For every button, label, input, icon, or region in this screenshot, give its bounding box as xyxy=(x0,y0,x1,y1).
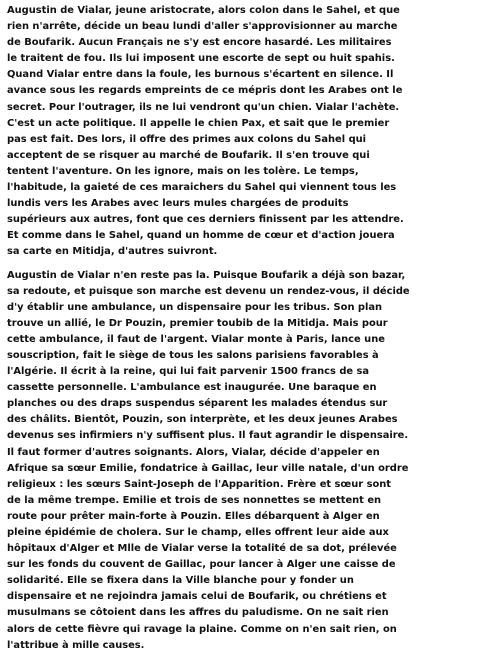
text-line: avance sous les regards empreints de ce mépris dont les Arabes ont le xyxy=(7,85,403,97)
text-line: musulmans se côtoient dans les affres du paludisme. On ne sait rien xyxy=(7,607,389,619)
text-line: l'habitude, la gaieté de ces maraichers du Sahel qui viennent tous les xyxy=(7,182,397,194)
paragraph-vialar-ambulance xyxy=(7,268,492,654)
text-line: Et comme dans le Sahel, quand un homme de cœur et d'action jouera xyxy=(7,230,395,242)
text-line: sur les fonds du couvent de Gaillac, pour lancer à Alger une caisse de xyxy=(7,559,396,571)
text-line: cassette personnelle. L'ambulance est inaugurée. Une baraque en xyxy=(7,382,377,394)
paragraph-vialar-marche xyxy=(7,3,492,261)
text-line: solidarité. Elle se fixera dans la Ville blanche pour y fonder un xyxy=(7,575,354,587)
text-line: l'attribue à mille causes. xyxy=(7,639,145,651)
text-line: d'y établir une ambulance, un dispensaire pour les tribus. Son plan xyxy=(7,301,383,313)
text-line: route pour prêter main-forte à Pouzin. Elles débarquent à Alger en xyxy=(7,510,380,522)
text-line: souscription, fait le siège de tous les salons parisiens favorables à xyxy=(7,349,379,361)
text-line: Il faut former d'autres soignants. Alors, Vialar, décide d'appeler en xyxy=(7,446,380,458)
text-line: pleine épidémie de cholera. Sur le champ, elles offrent leur aide aux xyxy=(7,527,389,538)
text-line: devenus ses infirmiers n'y suffisent plus. Il faut agrandir le dispensaire. xyxy=(7,430,409,442)
text-line: pas est fait. Des lors, il offre des primes aux colons du Sahel qui xyxy=(7,133,367,145)
text-line: dispensaire et ne rejoindra jamais celui de Boufarik, ou chrétiens et xyxy=(7,591,387,603)
text-line: cette ambulance, il faut de l'argent. Vialar monte à Paris, lance une xyxy=(7,333,385,345)
text-line: sa carte en Mitidja, d'autres suivront. xyxy=(7,246,218,258)
text-line: alors de cette fièvre qui ravage la plaine. Comme on n'en sait rien, on xyxy=(7,623,397,635)
text-line: de Boufarik. Aucun Français ne s'y est encore hasardé. Les militaires xyxy=(7,37,392,49)
text-line: supérieurs aux autres, font que ces derniers finissent par les attendre. xyxy=(7,214,404,226)
text-line: Quand Vialar entre dans la foule, les burnous s'écartent en silence. Il xyxy=(7,69,394,81)
text-line: acceptent de se risquer au marché de Boufarik. Il s'en trouve qui xyxy=(7,149,370,161)
text-line: le traitent de fou. Ils lui imposent une escorte de sept ou huit spahis. xyxy=(7,53,395,65)
text-line: sa redoute, et puisque son marche est devenu un rendez-vous, il décide xyxy=(7,285,410,297)
text-line: de la même trempe. Emilie et trois de ses nonnettes se mettent en xyxy=(7,494,382,506)
document-body xyxy=(7,3,492,654)
text-line: l'Algérie. Il écrit à la reine, qui lui fait parvenir 1500 francs de sa xyxy=(7,366,370,378)
text-line: Augustin de Vialar, jeune aristocrate, alors colon dans le Sahel, et que xyxy=(7,5,400,16)
text-line: tentent l'aventure. On les ignore, mais on les tolère. Le temps, xyxy=(7,165,359,177)
text-line: trouve un allié, le Dr Pouzin, premier toubib de la Mitidja. Mais pour xyxy=(7,317,388,329)
text-line: planches ou des draps suspendus séparent les malades étendus sur xyxy=(7,398,388,410)
text-line: rien n'arrête, décide un beau lundi d'aller s'approvisionner au marche xyxy=(7,21,398,33)
text-line: Augustin de Vialar n'en reste pas la. Puisque Boufarik a déjà son bazar, xyxy=(7,269,406,281)
text-line: hôpitaux d'Alger et Mlle de Vialar verse la totalité de sa dot, prélevée xyxy=(7,543,397,555)
text-line: C'est un acte politique. Il appelle le chien Pax, et sait que le premier xyxy=(7,117,390,129)
text-line: des châlits. Bientôt, Pouzin, son interprète, et les deux jeunes Arabes xyxy=(7,414,398,426)
text-line: lundis vers les Arabes avec leurs mules chargées de produits xyxy=(7,198,349,210)
text-line: religieux : les sœurs Saint-Joseph de l'Apparition. Frère et sœur sont xyxy=(7,478,391,490)
text-line: secret. Pour l'outrager, ils ne lui vendront qu'un chien. Vialar l'achète. xyxy=(7,101,400,113)
text-line: Afrique sa sœur Emilie, fondatrice à Gaillac, leur ville natale, d'un ordre xyxy=(7,462,409,474)
